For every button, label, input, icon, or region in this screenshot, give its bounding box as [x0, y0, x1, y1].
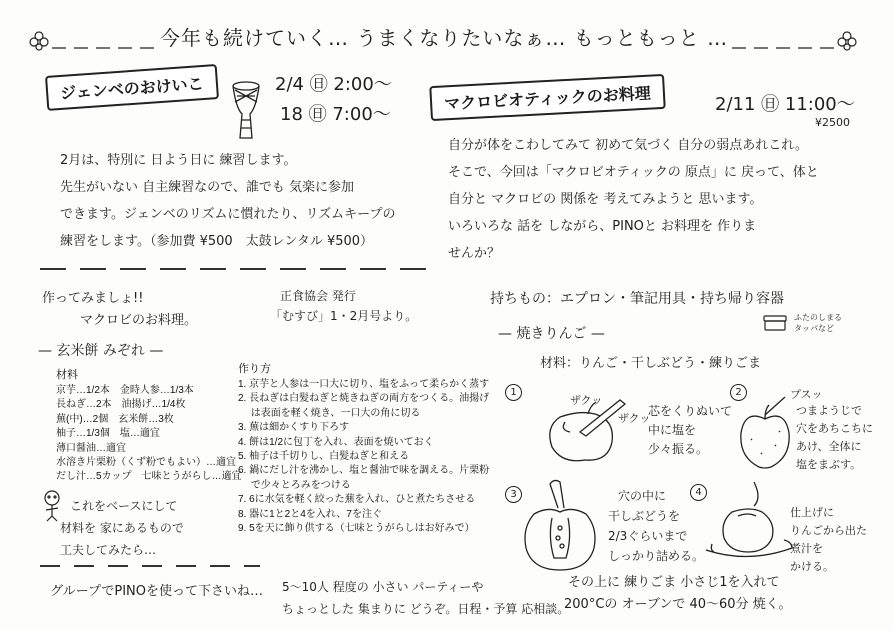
macro-line: いろいろな 話を しながら、PINOと お料理を 作りま — [448, 219, 757, 234]
ingredient-item: だし汁…5カップ 七味とうがらし…適宜 — [56, 471, 242, 483]
step-text-line: 塩をまぶす。 — [796, 458, 862, 471]
footer-group: グループでPINOを使って下さいね… — [50, 584, 263, 599]
djembe-date-2: 18 ㊐ 7:00〜 — [280, 104, 391, 125]
apple-finish — [564, 572, 792, 616]
djembe-line: できます。ジェンベのリズムに慣れたり、リズムキープの — [60, 207, 396, 222]
method-step: 2. 長ねぎは白髪ねぎと焼きねぎの両方をつくる。油揚げ — [238, 393, 490, 405]
djembe-line: 2月は、特別に 日よう日に 練習します。 — [60, 153, 297, 168]
step-text-line: かける。 — [790, 560, 834, 573]
step-number: 3 — [505, 486, 522, 503]
step-text-line: 芯をくりぬいて — [648, 404, 733, 418]
step-text-line: 煮汁を — [790, 542, 823, 555]
recipe-intro — [42, 288, 197, 332]
ingredients-list — [56, 384, 241, 485]
djembe-drum-icon — [230, 80, 262, 140]
step-1-text — [648, 402, 732, 459]
base-note-line: 材料を 家にあるもので — [60, 521, 184, 535]
recipe-source-line: 正食協会 発行 — [280, 289, 356, 303]
sfx-3: プスッ — [790, 388, 823, 401]
tupper-note-line: ふたのしまる — [794, 313, 842, 322]
step-text-line: 穴をあちこちに — [796, 422, 873, 435]
step-3-text — [608, 486, 704, 566]
step-text-line: りんごから出た — [790, 524, 867, 537]
method-step: 9. 5を天に飾り供する（七味とうがらしはお好みで） — [238, 523, 475, 535]
method-step: は表面を軽く焼き、一口大の角に切る — [238, 407, 421, 419]
flower-left-icon — [28, 30, 50, 52]
apple-ingredients: 材料：りんご・干しぶどう・練りごま — [540, 356, 762, 371]
method-step: 7. 6に水気を軽く絞った蕪を入れ、ひと煮たちさせる — [238, 494, 476, 506]
sfx-2: ザクッ — [618, 412, 651, 425]
finish-line: 200°Cの オーブンで 40〜60分 焼く。 — [564, 597, 792, 612]
finish-line: その上に 練りごま 小さじ1を入れて — [568, 575, 780, 590]
step-number: 2 — [730, 384, 747, 401]
step-text-line: あけ、全体に — [796, 440, 862, 453]
footer-party-line: 5〜10人 程度の 小さい パーティーや — [282, 580, 484, 594]
ingredient-item: 蕪(中)…2個 玄米餅…3枚 — [56, 413, 174, 425]
method-step: 8. 器に1と2と4を入れ、7を注ぐ — [238, 508, 382, 520]
macro-banner: マクロビオティックのお料理 — [429, 74, 665, 121]
tupper-note — [794, 312, 842, 334]
recipe-source-line: 「むすび」1・2月号より。 — [270, 309, 418, 323]
macro-line: そこで、今回は「マクロビオティックの 原点」に 戻って、体と — [448, 165, 819, 180]
step-text-line: つまようじで — [796, 404, 862, 417]
macro-date: 2/11 ㊐ 11:00〜 — [715, 94, 855, 115]
step-text-line: しっかり詰める。 — [608, 549, 705, 563]
ingredient-item: 京芋…1/2本 金時人参…1/3本 — [56, 385, 194, 396]
sfx-1: ザクッ — [570, 394, 603, 407]
macro-line: 自分と マクロビの 関係を 考えてみようと 思います。 — [448, 192, 763, 207]
method-step: 4. 餅は1/2に包丁を入れ、表面を焼いておく — [238, 436, 434, 448]
page-title: 今年も続けていく… うまくなりたいなぁ… もっともっと … — [160, 26, 729, 50]
method-step: 1. 京芋と人参は一口大に切り、塩をふって柔らかく蒸す — [238, 379, 490, 390]
step-text-line: 少々振る。 — [648, 442, 709, 456]
step-text-line: 干しぶどうを — [608, 509, 681, 523]
ingredient-item: 薄口醤油…適宜 — [56, 442, 126, 454]
recipe-intro-line: 作ってみましょ!! — [42, 291, 144, 306]
tupperware-icon — [762, 314, 788, 332]
step-number: 4 — [690, 484, 707, 501]
method-step: 3. 蕪は細かくすり下ろす — [238, 422, 350, 434]
section-divider — [40, 268, 430, 270]
djembe-body — [60, 147, 396, 255]
method-step: 5. 柚子は千切りし、白髪ねぎと和える — [238, 451, 410, 463]
method-step: 6. 鍋にだし汁を沸かし、塩と醤油で味を調える。片栗粉 — [238, 465, 490, 477]
step-4-text — [790, 504, 867, 576]
apple-baked-illustration — [704, 478, 794, 564]
macro-fee: ¥2500 — [815, 116, 850, 129]
djembe-line: 先生がいない 自主練習なので、誰でも 気楽に参加 — [60, 180, 355, 195]
base-note — [60, 495, 184, 561]
recipe-source — [270, 286, 417, 326]
step-text-line: 穴の中に — [618, 489, 667, 503]
recipe-intro-line: マクロビのお料理。 — [80, 313, 198, 328]
step-number: 1 — [505, 384, 522, 401]
djembe-banner: ジェンベのおけいこ — [45, 64, 219, 111]
tupper-note-line: タッパなど — [794, 324, 834, 333]
footer-party — [282, 576, 569, 620]
apple-stuffing-illustration — [520, 478, 600, 574]
step-2-text — [796, 402, 873, 474]
step-text-line: 仕上げに — [790, 506, 834, 519]
ingredient-item: 水溶き片栗粉（くず粉でもよい）…適宜 — [56, 457, 236, 469]
footer-party-line: ちょっとした 集まりに どうぞ。日程・予算 応相談。 — [282, 602, 570, 616]
djembe-date-1: 2/4 ㊐ 2:00〜 — [275, 74, 392, 95]
ingredient-item: 長ねぎ…2本 油揚げ…1/4枚 — [56, 399, 186, 411]
footer-divider — [40, 565, 260, 567]
bring-items: 持ちもの：エプロン・筆記用具・持ち帰り容器 — [490, 291, 784, 307]
recipe-dish-title: — 玄米餅 みぞれ — — [38, 343, 164, 359]
macro-line: せんか？ — [448, 246, 501, 261]
macro-body — [448, 132, 819, 267]
step-text-line: 中に塩を — [648, 423, 697, 437]
djembe-line: 練習をします。（参加費 ¥500 太鼓レンタル ¥500） — [60, 234, 374, 249]
method-list — [238, 378, 489, 536]
apple-title: — 焼きりんご — — [498, 326, 605, 342]
base-note-line: 工夫してみたら… — [60, 543, 157, 557]
ingredients-title: 材料 — [56, 369, 78, 381]
method-step: で少々とろみをつける — [238, 479, 351, 491]
apple-poke-illustration — [735, 395, 795, 473]
base-note-line: これをベースにして — [70, 499, 178, 513]
ingredient-item: 柚子…1/3個 塩…適宜 — [56, 428, 160, 440]
step-text-line: 2/3ぐらいまで — [608, 529, 688, 543]
macro-line: 自分が体をこわしてみて 初めて気づく 自分の弱点あれこれ。 — [448, 138, 809, 153]
method-title: 作り方 — [238, 363, 271, 375]
